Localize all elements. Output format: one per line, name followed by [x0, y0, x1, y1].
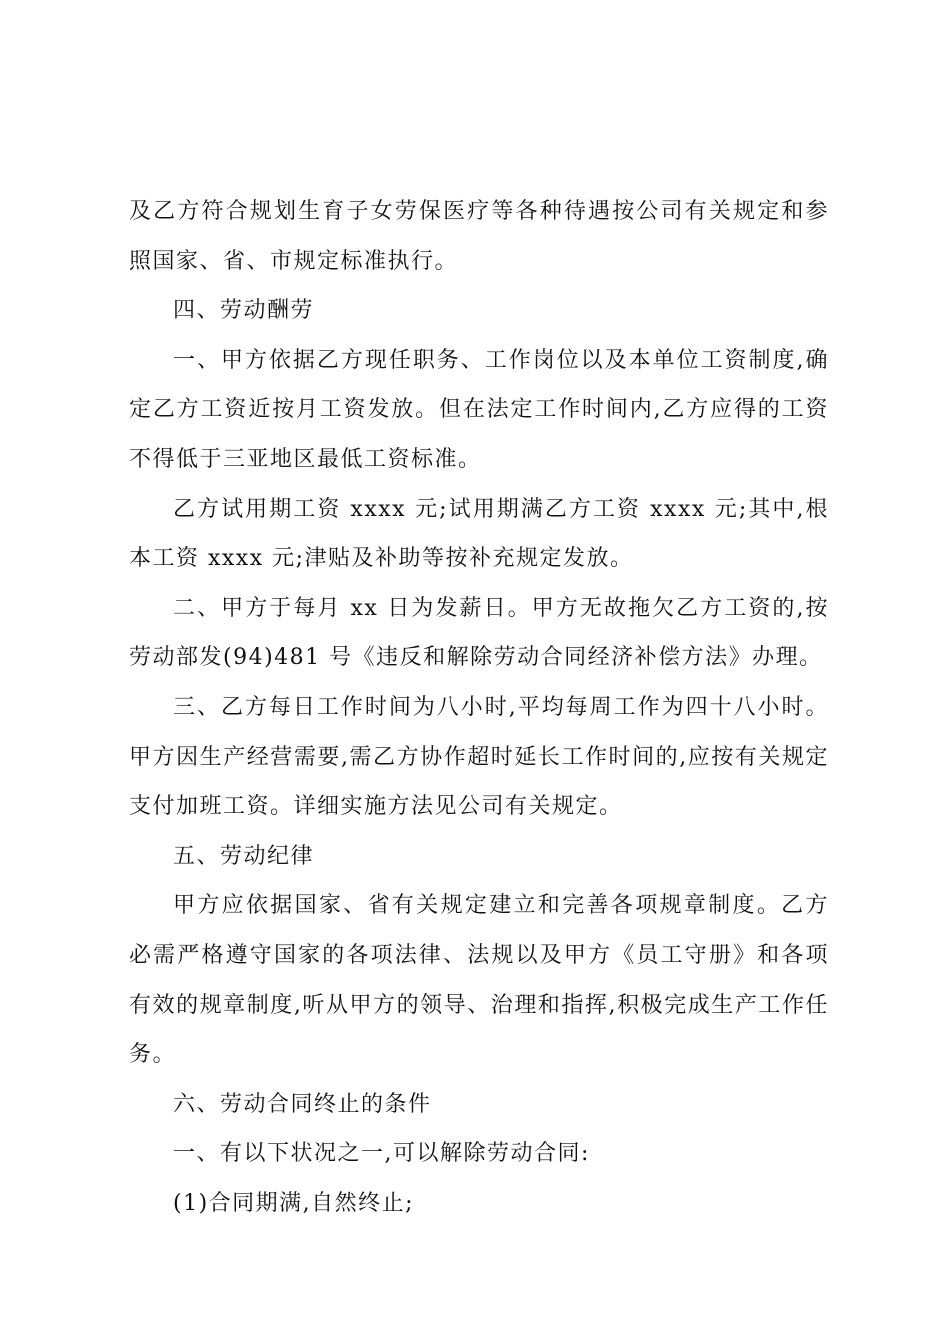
paragraph-probation-wage: 乙方试用期工资 xxxx 元;试用期满乙方工资 xxxx 元;其中,根本工资 xxxx 元;津贴及补助等按补充规定发放。 [129, 496, 829, 572]
paragraph-rules-compliance: 甲方应依据国家、省有关规定建立和完善各项规章制度。乙方必需严格遵守国家的各项法律、法规以及甲方《员工守册》和各项有效的规章制度,听从甲方的领导、治理和指挥,积极完成生产工作任务。 [129, 893, 829, 1068]
paragraph-benefits-continued: 及乙方符合规划生育子女劳保医疗等各种待遇按公司有关规定和参照国家、省、市规定标准执行。 [129, 199, 829, 274]
paragraph-working-hours: 三、乙方每日工作时间为八小时,平均每周工作为四十八小时。甲方因生产经营需要,需乙方协作超时延长工作时间的,应按有关规定支付加班工资。详细实施方法见公司有关规定。 [129, 694, 829, 820]
list-item-contract-expiry: (1)合同期满,自然终止; [173, 1190, 415, 1216]
heading-section-5-discipline: 五、劳动纪律 [173, 843, 315, 869]
heading-section-4-remuneration: 四、劳动酬劳 [173, 298, 315, 324]
paragraph-termination-conditions: 一、有以下状况之一,可以解除劳动合同: [173, 1141, 590, 1167]
document-body [129, 187, 829, 1228]
paragraph-wage-determination: 一、甲方依据乙方现任职务、工作岗位以及本单位工资制度,确定乙方工资近按月工资发放。但在法定工作时间内,乙方应得的工资不得低于三亚地区最低工资标准。 [129, 347, 829, 472]
paragraph-payday: 二、甲方于每月 xx 日为发薪日。甲方无故拖欠乙方工资的,按劳动部发(94)481 号《违反和解除劳动合同经济补偿方法》办理。 [129, 595, 829, 671]
heading-section-6-termination: 六、劳动合同终止的条件 [173, 1091, 432, 1117]
